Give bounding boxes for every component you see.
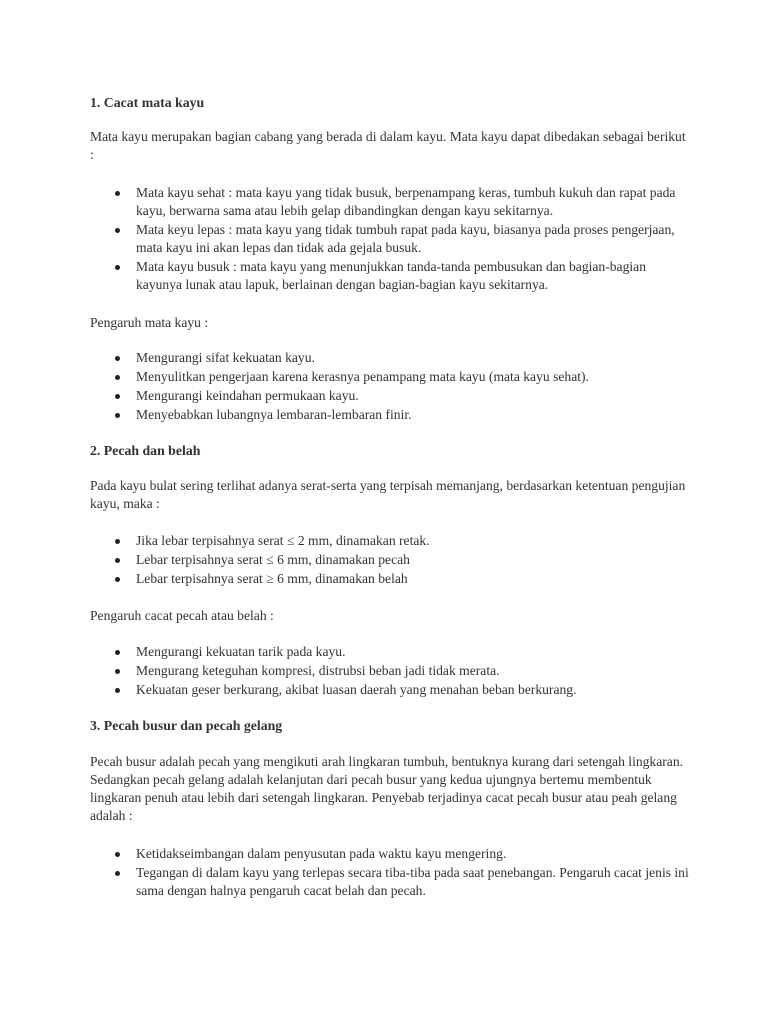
bullet-icon xyxy=(115,191,120,196)
list-item: Kekuatan geser berkurang, akibat luasan daerah yang menahan beban berkurang. xyxy=(90,681,690,699)
section-2-heading: 2. Pecah dan belah xyxy=(90,443,201,458)
section-2-list-types xyxy=(90,532,690,589)
list-item: Mata kayu sehat : mata kayu yang tidak busuk, berpenampang keras, tumbuh kukuh dan rapat pada kayu, berwarna sama atau lebih gelap dibandingkan dengan kayu sekitarnya. xyxy=(90,184,690,220)
bullet-icon xyxy=(115,539,120,544)
list-item: Jika lebar terpisahnya serat ≤ 2 mm, dinamakan retak. xyxy=(90,532,690,550)
section-3-list-causes xyxy=(90,845,690,901)
section-2-effect-label: Pengaruh cacat pecah atau belah : xyxy=(90,608,274,623)
section-1-list-effects xyxy=(90,349,690,425)
section-3-heading: 3. Pecah busur dan pecah gelang xyxy=(90,718,283,733)
list-item: Mengurangi keindahan permukaan kayu. xyxy=(90,387,690,405)
list-item: Lebar terpisahnya serat ≤ 6 mm, dinamakan pecah xyxy=(90,551,690,569)
list-item: Mata kayu busuk : mata kayu yang menunjukkan tanda-tanda pembusukan dan bagian-bagian kayunya lunak atau lapuk, berlainan dengan bagian-bagian kayu sekitarnya. xyxy=(90,258,690,294)
bullet-icon xyxy=(115,413,120,418)
list-item: Mengurangi kekuatan tarik pada kayu. xyxy=(90,643,690,661)
list-item: Menyulitkan pengerjaan karena kerasnya penampang mata kayu (mata kayu sehat). xyxy=(90,368,690,386)
bullet-icon xyxy=(115,871,120,876)
section-3-intro: Pecah busur adalah pecah yang mengikuti arah lingkaran tumbuh, bentuknya kurang dari setengah lingkaran. Sedangkan pecah gelang adalah kelanjutan dari pecah busur yang kedua ujungnya bertemu membentuk lingkaran penuh atau lebih dari setengah lingkaran. Penyebab terjadinya cacat pecah busur atau peah gelang adalah : xyxy=(90,754,684,823)
list-item: Ketidakseimbangan dalam penyusutan pada waktu kayu mengering. xyxy=(90,845,690,863)
bullet-icon xyxy=(115,228,120,233)
list-item: Lebar terpisahnya serat ≥ 6 mm, dinamakan belah xyxy=(90,570,690,588)
bullet-icon xyxy=(115,688,120,693)
section-2-list-effects xyxy=(90,643,690,700)
list-item: Mata keyu lepas : mata kayu yang tidak tumbuh rapat pada kayu, biasanya pada proses pengerjaan, mata kayu ini akan lepas dan tidak ada gejala busuk. xyxy=(90,221,690,257)
bullet-icon xyxy=(115,394,120,399)
list-item: Menyebabkan lubangnya lembaran-lembaran finir. xyxy=(90,406,690,424)
bullet-icon xyxy=(115,356,120,361)
bullet-icon xyxy=(115,852,120,857)
bullet-icon xyxy=(115,577,120,582)
list-item: Mengurangi sifat kekuatan kayu. xyxy=(90,349,690,367)
bullet-icon xyxy=(115,650,120,655)
bullet-icon xyxy=(115,669,120,674)
list-item: Mengurang keteguhan kompresi, distrubsi beban jadi tidak merata. xyxy=(90,662,690,680)
section-1-list-types xyxy=(90,184,690,295)
bullet-icon xyxy=(115,558,120,563)
section-2-intro: Pada kayu bulat sering terlihat adanya serat-serta yang terpisah memanjang, berdasarkan ketentuan pengujian kayu, maka : xyxy=(90,478,686,511)
bullet-icon xyxy=(115,265,120,270)
section-1-heading: 1. Cacat mata kayu xyxy=(90,95,205,110)
list-item: Tegangan di dalam kayu yang terlepas secara tiba-tiba pada saat penebangan. Pengaruh cacat jenis ini sama dengan halnya pengaruh cacat belah dan pecah. xyxy=(90,864,690,900)
section-1-effect-label: Pengaruh mata kayu : xyxy=(90,315,209,330)
bullet-icon xyxy=(115,375,120,380)
section-1-intro: Mata kayu merupakan bagian cabang yang berada di dalam kayu. Mata kayu dapat dibedakan sebagai berikut : xyxy=(90,129,686,162)
